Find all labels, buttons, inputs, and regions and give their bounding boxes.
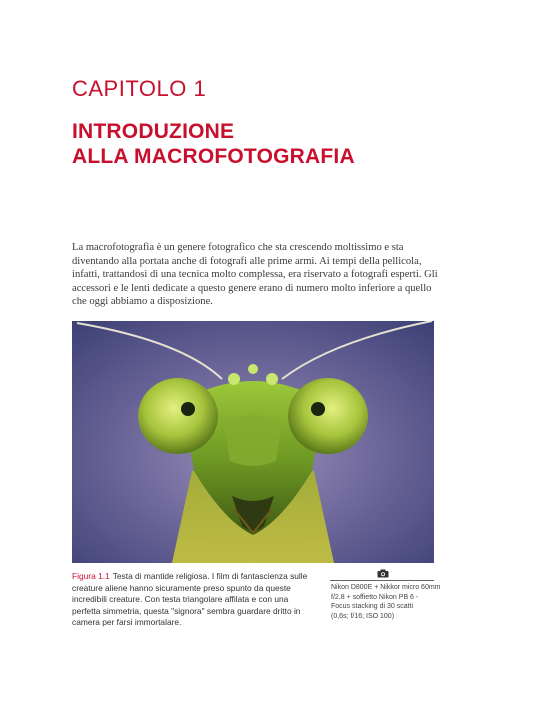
tech-info-line: (0,6s; f/16; ISO 100) (331, 612, 395, 620)
mantis-illustration (72, 321, 434, 563)
chapter-title-line-2: ALLA MACROFOTOGRAFIA (72, 145, 355, 168)
tech-info-line: Nikon D800E + Nikkor micro 60mm (331, 584, 441, 591)
tech-info-line: f/2.8 + soffietto Nikon PB 6 - (331, 593, 419, 601)
intro-paragraph: La macrofotografia è un genere fotografico che sta crescendo moltissimo e sta diventando alla portata anche di fotografi alle prime armi. Ai tempi della pellicola, infatti, trattandosi di una tecnica molto complessa, era riservato a fotografi esperti. Gli accessori e le lenti dedicate a questo genere erano di numero molto inferiore a quello che oggi abbiamo a disposizione. (72, 242, 438, 308)
mantis-photo (72, 321, 434, 563)
tech-info-divider (330, 580, 434, 581)
camera-icon (377, 569, 389, 578)
chapter-label: CAPITOLO 1 (72, 76, 207, 101)
figure-caption (72, 571, 308, 629)
figure-label: Figura 1.1 (72, 571, 110, 581)
chapter-title (72, 119, 355, 169)
tech-info-line: Focus stacking di 30 scatti (331, 603, 414, 610)
chapter-title-line-1: INTRODUZIONE (72, 120, 235, 143)
tech-info (331, 583, 441, 621)
figure-caption-text: Testa di mantide religiosa. I film di fantascienza sulle creature aliene hanno sicuramente preso spunto da queste incredibili creature. Con testa triangolare affilata e con una perfetta simmetria, questa "signora" sembra guardare dritto in camera per farsi immortalare. (72, 571, 308, 628)
